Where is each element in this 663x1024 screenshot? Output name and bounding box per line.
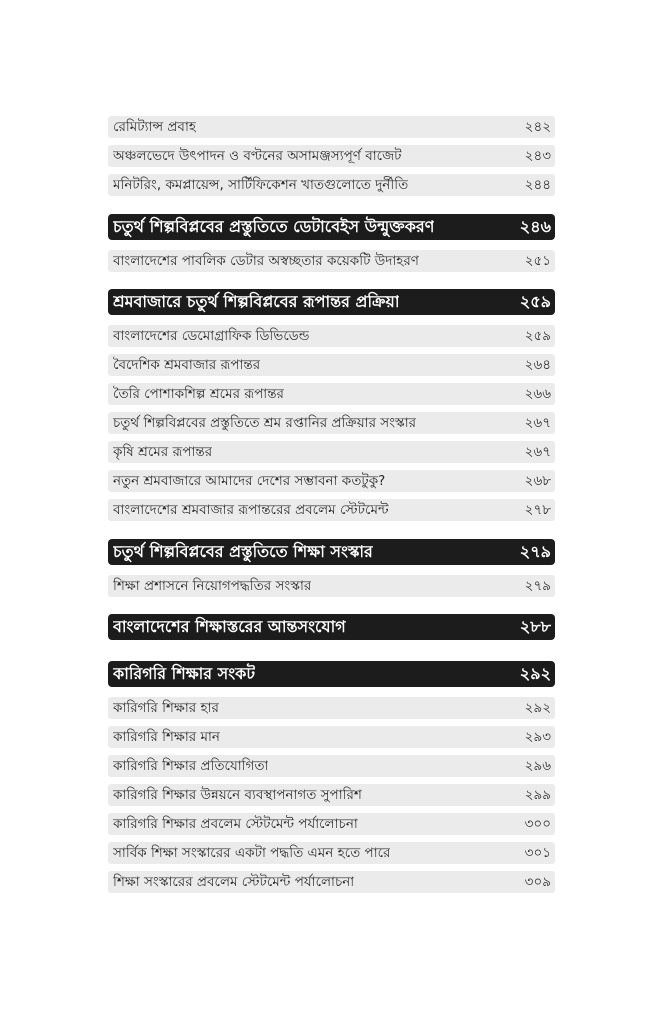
toc-section-row[interactable] [108, 325, 555, 347]
section-title: অঞ্চলভেদে উৎপাদন ও বণ্টনের অসামঞ্জস্যপূর্ণ বাজেট [113, 147, 402, 164]
page-number: ২৫৯ [519, 291, 551, 311]
page-number: ২৮৮ [519, 616, 551, 636]
toc-section-row[interactable] [108, 145, 555, 167]
chapter-title: কারিগরি শিক্ষার সংকট [113, 663, 256, 683]
page-number: ২৭৮ [524, 501, 551, 518]
section-title: কারিগরি শিক্ষার মান [113, 728, 220, 745]
toc-chapter-row[interactable] [108, 214, 555, 240]
page-number: ৩০০ [524, 815, 551, 832]
section-title: রেমিট্যান্স প্রবাহ [113, 118, 196, 135]
toc-section-row[interactable] [108, 116, 555, 138]
page-number: ২৪৩ [524, 147, 551, 164]
chapter-title: শ্রমবাজারে চতুর্থ শিল্পবিপ্লবের রূপান্তর প্রক্রিয়া [113, 291, 400, 311]
section-title: বাংলাদেশের ডেমোগ্রাফিক ডিভিডেন্ড [113, 327, 310, 344]
chapter-title: চতুর্থ শিল্পবিপ্লবের প্রস্তুতিতে শিক্ষা সংস্কার [113, 541, 373, 561]
toc-chapter-row[interactable] [108, 614, 555, 640]
section-title: কারিগরি শিক্ষার প্রতিযোগিতা [113, 757, 269, 774]
toc-section-row[interactable] [108, 784, 555, 806]
toc-chapter-row[interactable] [108, 289, 555, 315]
section-title: সার্বিক শিক্ষা সংস্কারের একটা পদ্ধতি এমন হতে পারে [113, 844, 391, 861]
section-title: বৈদেশিক শ্রমবাজার রূপান্তর [113, 356, 261, 373]
section-title: চতুর্থ শিল্পবিপ্লবের প্রস্তুতিতে শ্রম রপ্তানির প্রক্রিয়ার সংস্কার [113, 414, 417, 431]
page-number: ২৭৯ [524, 577, 551, 594]
page-number: ২৯২ [524, 699, 551, 716]
section-title: শিক্ষা প্রশাসনে নিয়োগপদ্ধতির সংস্কার [113, 577, 312, 594]
section-title: কারিগরি শিক্ষার প্রবলেম স্টেটমেন্ট পর্যালোচনা [113, 815, 358, 832]
section-title: বাংলাদেশের পাবলিক ডেটার অস্বচ্ছতার কয়েকটি উদাহরণ [113, 252, 419, 269]
chapter-title: বাংলাদেশের শিক্ষাস্তরের আন্তসংযোগ [113, 616, 346, 636]
page-number: ২৬৪ [524, 356, 551, 373]
section-title: মনিটরিং, কমপ্লায়েন্স, সার্টিফিকেশন খাতগুলোতে দুর্নীতি [113, 176, 409, 193]
toc-section-row[interactable] [108, 499, 555, 521]
page-number: ৩০৯ [524, 873, 551, 890]
section-title: নতুন শ্রমবাজারে আমাদের দেশের সম্ভাবনা কতটুকু? [113, 472, 386, 489]
toc-section-row[interactable] [108, 354, 555, 376]
page-number: ২৬৭ [524, 414, 551, 431]
toc-section-row[interactable] [108, 174, 555, 196]
toc-section-row[interactable] [108, 813, 555, 835]
chapter-title: চতুর্থ শিল্পবিপ্লবের প্রস্তুতিতে ডেটাবেইস উন্মুক্তকরণ [113, 216, 435, 236]
toc-section-row[interactable] [108, 726, 555, 748]
toc-section-row[interactable] [108, 755, 555, 777]
toc-section-row[interactable] [108, 842, 555, 864]
page-number: ২৯২ [519, 663, 551, 683]
section-title: কারিগরি শিক্ষার হার [113, 699, 219, 716]
page-number: ২৪৬ [519, 216, 551, 236]
toc-chapter-row[interactable] [108, 539, 555, 565]
toc-section-row[interactable] [108, 871, 555, 893]
toc-section-row[interactable] [108, 383, 555, 405]
toc-section-row[interactable] [108, 575, 555, 597]
toc-section-row[interactable] [108, 697, 555, 719]
toc-section-row[interactable] [108, 470, 555, 492]
section-title: শিক্ষা সংস্কারের প্রবলেম স্টেটমেন্ট পর্যালোচনা [113, 873, 355, 890]
toc-section-row[interactable] [108, 412, 555, 434]
section-title: বাংলাদেশের শ্রমবাজার রূপান্তরের প্রবলেম স্টেটমেন্ট [113, 501, 389, 518]
page-number: ২৭৯ [519, 541, 551, 561]
toc-section-row[interactable] [108, 441, 555, 463]
section-title: কৃষি শ্রমের রূপান্তর [113, 443, 213, 460]
page-number: ২৬৮ [524, 472, 551, 489]
page-number: ২৬৭ [524, 443, 551, 460]
section-title: কারিগরি শিক্ষার উন্নয়নে ব্যবস্থাপনাগত সুপারিশ [113, 786, 362, 803]
page-number: ২৫১ [524, 252, 551, 269]
page-number: ২৯৯ [524, 786, 551, 803]
page-number: ২৪৪ [524, 176, 551, 193]
page-number: ২৯৬ [524, 757, 551, 774]
page-number: ২৫৯ [524, 327, 551, 344]
page-number: ৩০১ [524, 844, 551, 861]
toc-section-row[interactable] [108, 250, 555, 272]
page-number: ২৯৩ [524, 728, 551, 745]
page-number: ২৬৬ [524, 385, 551, 402]
page-number: ২৪২ [524, 118, 551, 135]
section-title: তৈরি পোশাকশিল্প শ্রমের রূপান্তর [113, 385, 284, 402]
toc-chapter-row[interactable] [108, 661, 555, 687]
